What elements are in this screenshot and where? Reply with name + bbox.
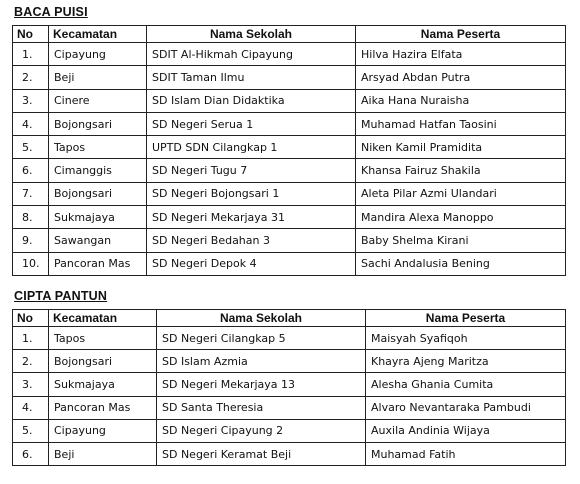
cell-nama-sekolah: SD Negeri Cilangkap 5 (157, 327, 366, 350)
cell-nama-sekolah: SD Negeri Bedahan 3 (147, 229, 356, 252)
cell-nama-peserta: Alvaro Nevantaraka Pambudi (366, 396, 566, 419)
cell-nama-sekolah: SDIT Taman Ilmu (147, 66, 356, 89)
cell-nama-peserta: Aleta Pilar Azmi Ulandari (356, 182, 566, 205)
cell-nama-peserta: Baby Shelma Kirani (356, 229, 566, 252)
cell-kecamatan: Cimanggis (49, 159, 147, 182)
cell-no: 3. (13, 373, 49, 396)
cell-kecamatan: Sukmajaya (49, 373, 157, 396)
column-header-kecamatan: Kecamatan (49, 310, 157, 327)
table-row (13, 89, 566, 112)
cell-no: 4. (13, 396, 49, 419)
cell-no: 10. (13, 252, 49, 275)
cell-nama-sekolah: SD Negeri Bojongsari 1 (147, 182, 356, 205)
cell-nama-sekolah: SD Negeri Keramat Beji (157, 442, 366, 465)
table-baca-puisi (12, 25, 566, 276)
cell-no: 1. (13, 327, 49, 350)
column-header-nama-peserta: Nama Peserta (356, 26, 566, 43)
cell-nama-peserta: Aika Hana Nuraisha (356, 89, 566, 112)
cell-no: 3. (13, 89, 49, 112)
cell-nama-sekolah: SD Negeri Mekarjaya 31 (147, 206, 356, 229)
cell-kecamatan: Tapos (49, 136, 147, 159)
cell-kecamatan: Cipayung (49, 419, 157, 442)
section-title-baca-puisi: BACA PUISI (14, 5, 88, 19)
cell-nama-peserta: Khayra Ajeng Maritza (366, 350, 566, 373)
table-row (13, 112, 566, 135)
cell-nama-peserta: Muhamad Hatfan Taosini (356, 112, 566, 135)
column-header-nama-sekolah: Nama Sekolah (147, 26, 356, 43)
cell-no: 8. (13, 206, 49, 229)
cell-no: 2. (13, 66, 49, 89)
cell-nama-sekolah: SD Negeri Cipayung 2 (157, 419, 366, 442)
cell-nama-sekolah: UPTD SDN Cilangkap 1 (147, 136, 356, 159)
cell-nama-peserta: Maisyah Syafiqoh (366, 327, 566, 350)
cell-nama-peserta: Muhamad Fatih (366, 442, 566, 465)
cell-nama-peserta: Auxila Andinia Wijaya (366, 419, 566, 442)
cell-kecamatan: Sawangan (49, 229, 147, 252)
section-title-cipta-pantun: CIPTA PANTUN (14, 289, 108, 303)
cell-kecamatan: Cipayung (49, 43, 147, 66)
column-header-nama-peserta: Nama Peserta (366, 310, 566, 327)
cell-no: 5. (13, 136, 49, 159)
cell-no: 6. (13, 442, 49, 465)
cell-kecamatan: Bojongsari (49, 350, 157, 373)
cell-no: 5. (13, 419, 49, 442)
table-row (13, 396, 566, 419)
cell-nama-sekolah: SD Negeri Mekarjaya 13 (157, 373, 366, 396)
table-row (13, 66, 566, 89)
table-cipta-pantun (12, 309, 566, 466)
cell-no: 4. (13, 112, 49, 135)
cell-nama-sekolah: SD Negeri Tugu 7 (147, 159, 356, 182)
column-header-no: No (13, 26, 49, 43)
cell-kecamatan: Beji (49, 442, 157, 465)
table-row (13, 419, 566, 442)
table-row (13, 350, 566, 373)
cell-nama-peserta: Hilva Hazira Elfata (356, 43, 566, 66)
cell-no: 7. (13, 182, 49, 205)
cell-kecamatan: Pancoran Mas (49, 252, 147, 275)
table-row (13, 206, 566, 229)
table-row (13, 159, 566, 182)
cell-nama-peserta: Niken Kamil Pramidita (356, 136, 566, 159)
table-row (13, 252, 566, 275)
table-row (13, 373, 566, 396)
cell-no: 2. (13, 350, 49, 373)
table-row (13, 442, 566, 465)
cell-no: 1. (13, 43, 49, 66)
cell-no: 9. (13, 229, 49, 252)
cell-no: 6. (13, 159, 49, 182)
cell-nama-peserta: Mandira Alexa Manoppo (356, 206, 566, 229)
cell-nama-peserta: Khansa Fairuz Shakila (356, 159, 566, 182)
cell-nama-peserta: Arsyad Abdan Putra (356, 66, 566, 89)
cell-kecamatan: Tapos (49, 327, 157, 350)
table-row (13, 182, 566, 205)
cell-kecamatan: Beji (49, 66, 147, 89)
table-row (13, 229, 566, 252)
table-row (13, 136, 566, 159)
cell-nama-sekolah: SD Santa Theresia (157, 396, 366, 419)
table-row (13, 327, 566, 350)
cell-nama-sekolah: SDIT Al-Hikmah Cipayung (147, 43, 356, 66)
cell-kecamatan: Bojongsari (49, 112, 147, 135)
cell-nama-sekolah: SD Negeri Serua 1 (147, 112, 356, 135)
cell-nama-peserta: Sachi Andalusia Bening (356, 252, 566, 275)
table-row (13, 43, 566, 66)
cell-nama-sekolah: SD Negeri Depok 4 (147, 252, 356, 275)
column-header-no: No (13, 310, 49, 327)
cell-nama-sekolah: SD Islam Dian Didaktika (147, 89, 356, 112)
cell-nama-sekolah: SD Islam Azmia (157, 350, 366, 373)
column-header-nama-sekolah: Nama Sekolah (157, 310, 366, 327)
cell-kecamatan: Pancoran Mas (49, 396, 157, 419)
cell-kecamatan: Sukmajaya (49, 206, 147, 229)
table-header-row (13, 26, 566, 43)
cell-kecamatan: Bojongsari (49, 182, 147, 205)
cell-kecamatan: Cinere (49, 89, 147, 112)
column-header-kecamatan: Kecamatan (49, 26, 147, 43)
table-header-row (13, 310, 566, 327)
cell-nama-peserta: Alesha Ghania Cumita (366, 373, 566, 396)
